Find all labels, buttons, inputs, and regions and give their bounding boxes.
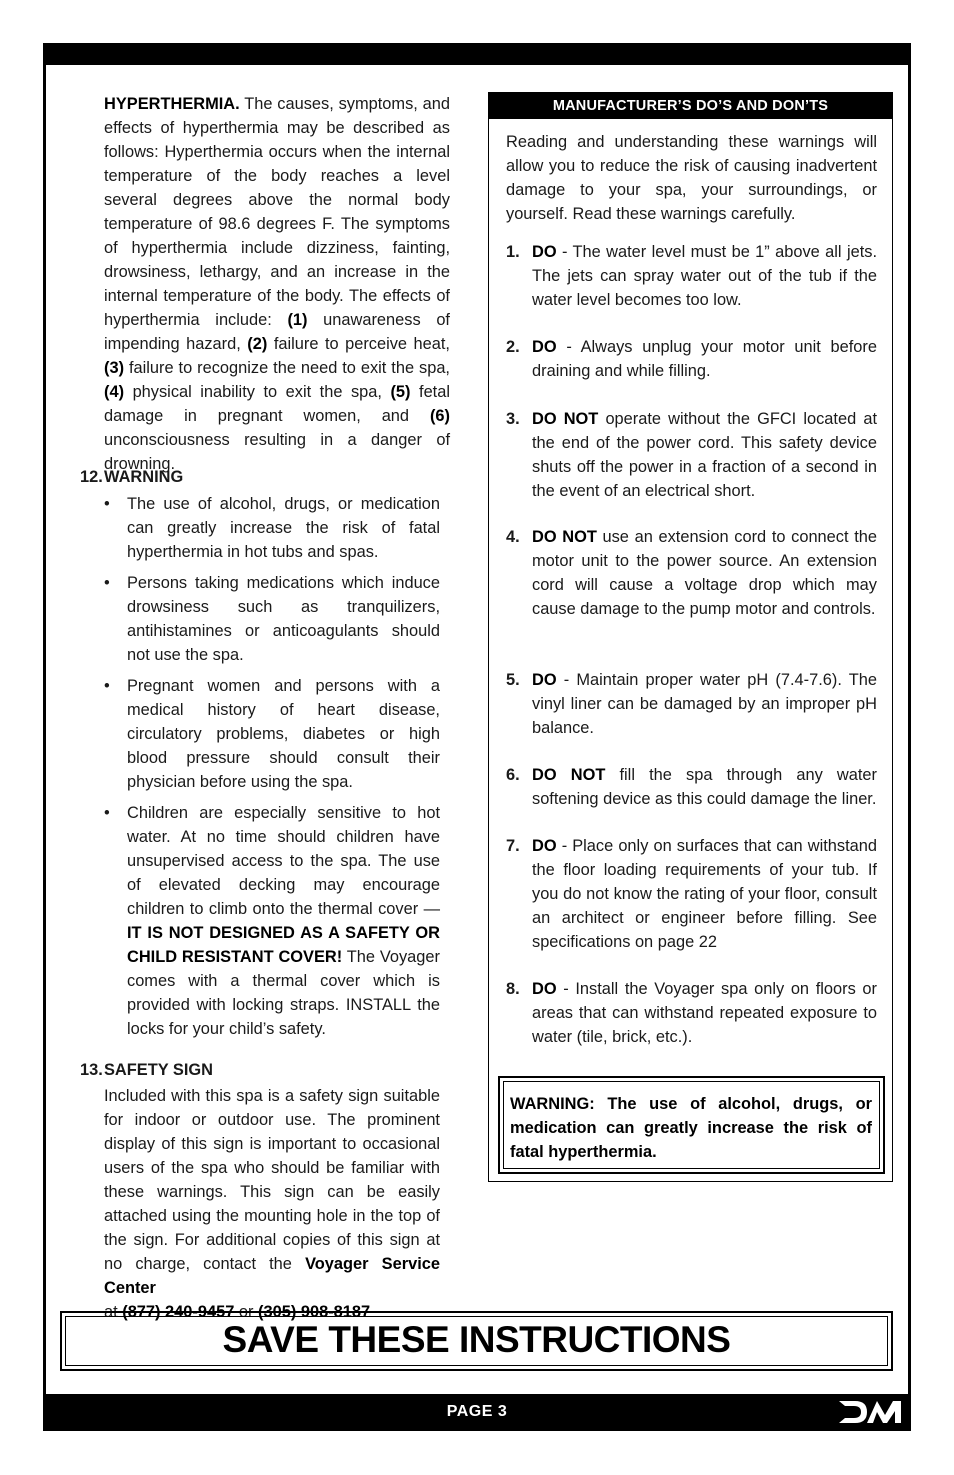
safety-sign-section bbox=[104, 1084, 440, 1324]
effect-num: (5) bbox=[390, 383, 411, 401]
list-item bbox=[506, 834, 877, 954]
item-keyword: DO NOT bbox=[532, 528, 597, 546]
list-item bbox=[506, 335, 877, 383]
hyperthermia-text: The causes, symptoms, and effects of hyperthermia may be described as follows: Hyperthermia occurs when the internal temperature of the body reaches a level several degrees above the normal body temperature of 98.6 degrees F. The symptoms of hyperthermia include dizziness, fainting, drowsiness, lethargy, and an increase in the internal temperature of the body. The effects of hyperthermia include: bbox=[104, 95, 450, 329]
dos-donts-header: MANUFACTURER’S DO’S AND DON’TS bbox=[489, 93, 892, 119]
warning-list bbox=[104, 492, 440, 1048]
hyperthermia-paragraph bbox=[104, 92, 450, 476]
item-number: 2. bbox=[506, 338, 520, 356]
page-number: PAGE 3 bbox=[446, 1403, 508, 1420]
item-number: 7. bbox=[506, 837, 520, 855]
bullet: • bbox=[104, 574, 110, 592]
save-instructions-banner bbox=[60, 1311, 893, 1371]
phone-number: (305) 908-8187 bbox=[258, 1303, 371, 1321]
item-keyword: DO bbox=[532, 338, 557, 356]
list-item bbox=[506, 763, 877, 811]
item-number: 5. bbox=[506, 671, 520, 689]
list-item bbox=[506, 977, 877, 1049]
bullet: • bbox=[104, 804, 110, 822]
dos-donts-box bbox=[488, 92, 893, 1182]
bullet-emphasis: IT IS NOT DESIGNED AS A SAFETY OR CHILD RESISTANT COVER! bbox=[127, 924, 440, 966]
item-text: fill the spa through any water softening device as this could damage the liner. bbox=[532, 766, 877, 808]
effect-text: physical inability to exit the spa, bbox=[132, 383, 382, 401]
effect-num: (6) bbox=[429, 407, 450, 425]
hyperthermia-section bbox=[104, 92, 450, 476]
section-number: 13. bbox=[80, 1061, 103, 1079]
phone-number: (877) 240-9457 bbox=[122, 1303, 235, 1321]
service-center-name: Voyager Service Center bbox=[104, 1255, 440, 1297]
save-instructions-text: SAVE THESE INSTRUCTIONS bbox=[222, 1319, 731, 1360]
safety-sign-paragraph bbox=[104, 1084, 440, 1324]
list-item bbox=[104, 492, 440, 564]
bullet-text: The use of alcohol, drugs, or medication can greatly increase the risk of fatal hyperthermia in hot tubs and spas. bbox=[127, 495, 440, 561]
item-keyword: DO bbox=[532, 837, 557, 855]
item-number: 3. bbox=[506, 410, 520, 428]
list-item bbox=[506, 240, 877, 312]
section-title: WARNING bbox=[104, 468, 184, 486]
item-number: 4. bbox=[506, 528, 520, 546]
item-text: - Place only on surfaces that can withstand the floor loading requirements of your tub. If you do not know the rating of your floor, consult an architect or engineer before filling. See specifications on page 22 bbox=[532, 837, 877, 951]
effect-num: (1) bbox=[287, 311, 308, 329]
item-text: - Install the Voyager spa only on floors or areas that can withstand repeated exposure to water (tile, brick, etc.). bbox=[532, 980, 877, 1046]
effect-text: failure to perceive heat, bbox=[273, 335, 450, 353]
connector-text: or bbox=[238, 1303, 254, 1321]
section-number: 12. bbox=[80, 468, 103, 486]
effect-text: unawareness of impending hazard, bbox=[104, 311, 450, 353]
bullet-text: Children are especially sensitive to hot water. At no time should children have unsupervised access to the spa. The use of elevated decking may encourage children to climb onto the thermal cover — bbox=[127, 804, 440, 918]
warning-callout bbox=[498, 1076, 885, 1174]
item-text: - The water level must be 1” above all jets. The jets can spray water out of the tub if the water level becomes too low. bbox=[532, 243, 878, 309]
connector-text: at bbox=[104, 1303, 118, 1321]
list-item bbox=[506, 407, 877, 503]
item-text: - Maintain proper water pH (7.4-7.6). The vinyl liner can be damaged by an improper pH balance. bbox=[532, 671, 878, 737]
section-title: SAFETY SIGN bbox=[104, 1061, 213, 1079]
item-text: use an extension cord to connect the motor unit to the power source. An extension cord will cause a voltage drop which may cause damage to the pump motor and controls. bbox=[532, 528, 877, 618]
item-keyword: DO bbox=[532, 980, 557, 998]
hyperthermia-title: HYPERTHERMIA. bbox=[104, 95, 240, 113]
bullet: • bbox=[104, 495, 110, 513]
bullet-text: Persons taking medications which induce drowsiness such as tranquilizers, antihistamines or anticoagulants should not use the spa. bbox=[127, 574, 440, 664]
item-keyword: DO bbox=[532, 243, 557, 261]
item-text: operate without the GFCI located at the end of the power cord. This safety device shuts off the power in a fraction of a second in the event of an electrical short. bbox=[532, 410, 877, 500]
list-item bbox=[104, 674, 440, 794]
footer-bar bbox=[43, 1394, 911, 1431]
item-keyword: DO bbox=[532, 671, 557, 689]
top-bar bbox=[43, 43, 911, 65]
item-number: 6. bbox=[506, 766, 520, 784]
item-keyword: DO NOT bbox=[532, 766, 606, 784]
safety-sign-heading bbox=[80, 1061, 213, 1080]
bullet: • bbox=[104, 677, 110, 695]
effect-num: (4) bbox=[104, 383, 125, 401]
effect-text: fetal damage in pregnant women, and bbox=[104, 383, 450, 425]
item-keyword: DO NOT bbox=[532, 410, 599, 428]
list-item bbox=[506, 525, 877, 621]
list-item bbox=[506, 668, 877, 740]
effect-text: unconsciousness resulting in a danger of drowning. bbox=[104, 431, 450, 473]
effect-text: failure to recognize the need to exit the spa, bbox=[128, 359, 450, 377]
list-item bbox=[104, 801, 440, 1041]
bullet-text: Pregnant women and persons with a medical history of heart disease, circulatory problems, diabetes or high blood pressure should consult their physician before using the spa. bbox=[127, 677, 440, 791]
effect-num: (3) bbox=[104, 359, 125, 377]
item-number: 8. bbox=[506, 980, 520, 998]
dm-logo-icon bbox=[837, 1398, 903, 1426]
dos-donts-intro: Reading and understanding these warnings will allow you to reduce the risk of causing inadvertent damage to your spa, your surroundings, or yourself. Read these warnings carefully. bbox=[506, 133, 877, 223]
warning-heading bbox=[80, 468, 183, 487]
effect-num: (2) bbox=[247, 335, 268, 353]
warning-callout-text: WARNING: The use of alcohol, drugs, or medication can greatly increase the risk of fatal hyperthermia. bbox=[510, 1095, 872, 1161]
item-text: - Always unplug your motor unit before draining and while filling. bbox=[532, 338, 877, 380]
safety-sign-text: Included with this spa is a safety sign suitable for indoor or outdoor use. The prominent display of this sign is important to occasional users of the spa who should be familiar with these warnings. This sign can be easily attached using the mounting hole in the top of the sign. For additional copies of this sign at no charge, contact the bbox=[104, 1087, 440, 1273]
list-item bbox=[104, 571, 440, 667]
bullet-text: The Voyager comes with a thermal cover which is provided with locking straps. INSTALL the locks for your child’s safety. bbox=[127, 948, 440, 1038]
item-number: 1. bbox=[506, 243, 520, 261]
